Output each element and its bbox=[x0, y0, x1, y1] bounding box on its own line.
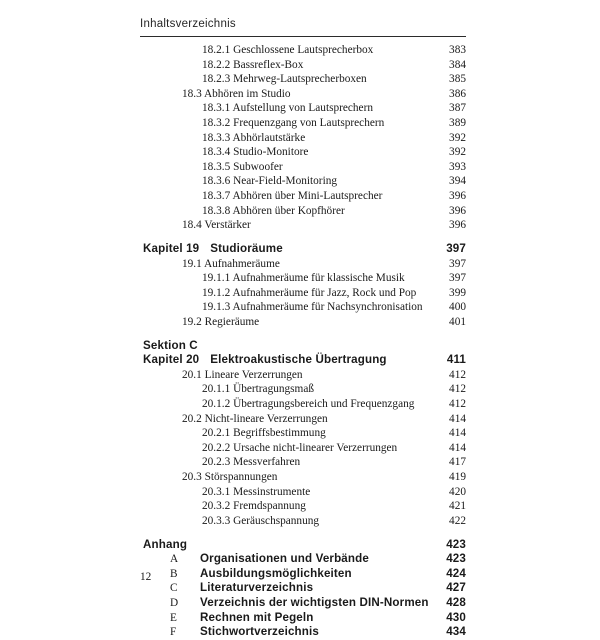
toc-entry-page-number: 385 bbox=[449, 73, 466, 86]
toc-entry-page-number: 392 bbox=[449, 146, 466, 159]
toc-entry-page-number: 383 bbox=[449, 44, 466, 56]
toc-entry-chapter-number: Kapitel 19 bbox=[143, 241, 200, 255]
toc-entry-label: 18.3.1 Aufstellung von Lautsprechern bbox=[202, 102, 373, 115]
toc-entry-page-number: 397 bbox=[449, 257, 466, 270]
toc-entry-letter: F bbox=[170, 626, 177, 639]
toc-entry-page-number: 414 bbox=[449, 412, 466, 425]
toc-entry-page-number: 424 bbox=[446, 566, 466, 580]
toc-entry[interactable] bbox=[0, 581, 600, 596]
toc-entry-label: 18.2.3 Mehrweg-Lautsprecherboxen bbox=[202, 73, 367, 86]
toc-entry-label: 20.3.1 Messinstrumente bbox=[202, 485, 311, 498]
toc-entry-label: Verzeichnis der wichtigsten DIN-Normen bbox=[200, 595, 429, 609]
toc-entry-label: 18.3.6 Near-Field-Monitoring bbox=[202, 175, 337, 188]
toc-entry-page-number: 397 bbox=[446, 241, 466, 255]
toc-entry-label: Rechnen mit Pegeln bbox=[200, 610, 314, 624]
toc-entry-chapter-number: Kapitel 20 bbox=[143, 353, 200, 367]
toc-entry[interactable] bbox=[0, 499, 600, 514]
toc-entry[interactable] bbox=[0, 242, 600, 257]
toc-entry-page-number: 386 bbox=[449, 87, 466, 100]
toc-entry-page-number: 387 bbox=[449, 102, 466, 115]
toc-entry-label: 19.1.1 Aufnahmeräume für klassische Musik bbox=[202, 272, 405, 285]
toc-entry-page-number: 384 bbox=[449, 58, 466, 71]
toc-entry[interactable] bbox=[0, 339, 600, 354]
toc-entry-page-number: 412 bbox=[449, 398, 466, 411]
toc-entry-page-number: 396 bbox=[449, 219, 466, 232]
toc-entry-page-number: 412 bbox=[449, 383, 466, 396]
toc-entry[interactable] bbox=[0, 271, 600, 286]
toc-entry[interactable] bbox=[0, 174, 600, 189]
toc-entry[interactable] bbox=[0, 567, 600, 582]
toc-entry[interactable] bbox=[0, 353, 600, 368]
toc-entry[interactable] bbox=[0, 315, 600, 330]
toc-entry-title: Elektroakustische Übertragung bbox=[210, 353, 387, 367]
toc-entry-label bbox=[143, 242, 283, 257]
toc-entry-page-number: 392 bbox=[449, 131, 466, 144]
toc-entry-page-number: 427 bbox=[446, 581, 466, 595]
toc-entry-page-number: 414 bbox=[449, 427, 466, 440]
toc-entry-page-number: 423 bbox=[446, 552, 466, 566]
toc-entry-label: 20.2 Nicht-lineare Verzerrungen bbox=[182, 412, 328, 425]
toc-entry-page-number: 412 bbox=[449, 368, 466, 381]
toc-entry-letter: D bbox=[170, 596, 179, 609]
toc-entry-page-number: 421 bbox=[449, 500, 466, 513]
toc-entry-label: 18.3.4 Studio-Monitore bbox=[202, 146, 309, 159]
running-header bbox=[140, 17, 466, 31]
running-header-title: Inhaltsverzeichnis bbox=[140, 18, 236, 30]
toc-entry[interactable] bbox=[0, 441, 600, 456]
toc-entry-label: 18.3.7 Abhören über Mini-Lautsprecher bbox=[202, 190, 383, 203]
toc-entry[interactable] bbox=[0, 160, 600, 175]
toc-entry-page-number: 399 bbox=[449, 286, 466, 299]
toc-entry[interactable] bbox=[0, 101, 600, 116]
toc-entry[interactable] bbox=[0, 625, 600, 640]
toc-entry-page-number: 417 bbox=[449, 456, 466, 469]
toc-entry[interactable] bbox=[0, 257, 600, 272]
toc-entry-label: 18.3.8 Abhören über Kopfhörer bbox=[202, 204, 345, 217]
toc-entry-letter: A bbox=[170, 553, 179, 566]
toc-entry-page-number: 428 bbox=[446, 595, 466, 609]
toc-entry[interactable] bbox=[0, 485, 600, 500]
toc-entry-letter: E bbox=[170, 611, 177, 624]
toc-entry-page-number: 422 bbox=[449, 514, 466, 527]
toc-entry[interactable] bbox=[0, 72, 600, 87]
toc-entry[interactable] bbox=[0, 382, 600, 397]
toc-entry-page-number: 389 bbox=[449, 117, 466, 130]
toc-entry-letter: B bbox=[170, 567, 178, 580]
toc-entry[interactable] bbox=[0, 204, 600, 219]
toc-entry-label: 18.2.2 Bassreflex-Box bbox=[202, 58, 304, 71]
toc-entry[interactable] bbox=[0, 43, 600, 58]
toc-entry-label: 19.1.3 Aufnahmeräume für Nachsynchronisation bbox=[202, 301, 423, 314]
toc-entry[interactable] bbox=[0, 455, 600, 470]
toc-entry-title: Studioräume bbox=[210, 241, 283, 255]
toc-entry-label: 20.2.1 Begriffsbestimmung bbox=[202, 427, 326, 440]
toc-entry[interactable] bbox=[0, 87, 600, 102]
toc-entry-label: 20.2.2 Ursache nicht-linearer Verzerrungen bbox=[202, 441, 398, 454]
toc-entry[interactable] bbox=[0, 514, 600, 529]
toc-entry-label: 20.2.3 Messverfahren bbox=[202, 456, 301, 469]
toc-entry-page-number: 394 bbox=[449, 175, 466, 188]
toc-entry-page-number: 430 bbox=[446, 610, 466, 624]
toc-entry-label: 20.3.2 Fremdspannung bbox=[202, 500, 306, 513]
toc-entry-label bbox=[143, 353, 387, 368]
toc-entry[interactable] bbox=[0, 611, 600, 626]
toc-entry[interactable] bbox=[0, 368, 600, 383]
toc-entry-label: Ausbildungsmöglichkeiten bbox=[200, 566, 352, 580]
toc-entry-label: 18.3.5 Subwoofer bbox=[202, 160, 283, 173]
toc-entry-label: 18.2.1 Geschlossene Lautsprecherbox bbox=[202, 44, 374, 56]
toc-entry-page-number: 411 bbox=[446, 353, 466, 367]
toc-entry-label: 19.1 Aufnahmeräume bbox=[182, 257, 280, 270]
toc-entry-label: 20.1 Lineare Verzerrungen bbox=[182, 368, 303, 381]
toc-entry-label: 20.3 Störspannungen bbox=[182, 471, 278, 484]
toc-entry-page-number: 434 bbox=[446, 625, 466, 639]
toc-entry-page-number: 419 bbox=[449, 471, 466, 484]
toc-entry[interactable] bbox=[0, 116, 600, 131]
toc-entry-page-number: 400 bbox=[449, 301, 466, 314]
toc-entry-label: 20.1.2 Übertragungsbereich und Frequenzgang bbox=[202, 398, 415, 411]
toc-entry-label: 19.1.2 Aufnahmeräume für Jazz, Rock und Pop bbox=[202, 286, 417, 299]
toc-entry-label: 18.3 Abhören im Studio bbox=[182, 87, 291, 100]
toc-entry-label: 18.3.3 Abhörlautstärke bbox=[202, 131, 306, 144]
toc-entry-label: 20.1.1 Übertragungsmaß bbox=[202, 383, 315, 396]
toc-entry[interactable] bbox=[0, 300, 600, 315]
toc-entry-label: 18.3.2 Frequenzgang von Lautsprechern bbox=[202, 117, 385, 130]
toc-entry-label: Literaturverzeichnis bbox=[200, 581, 314, 595]
toc-entry[interactable] bbox=[0, 412, 600, 427]
toc-entry-page-number: 396 bbox=[449, 190, 466, 203]
toc-entry-letter: C bbox=[170, 582, 178, 595]
toc-list bbox=[0, 43, 600, 640]
header-rule bbox=[140, 36, 466, 37]
toc-entry[interactable] bbox=[0, 397, 600, 412]
toc-entry-page-number: 401 bbox=[449, 315, 466, 328]
toc-entry-page-number: 420 bbox=[449, 485, 466, 498]
toc-entry-label: 19.2 Regieräume bbox=[182, 315, 260, 328]
toc-entry[interactable] bbox=[0, 145, 600, 160]
toc-entry[interactable] bbox=[0, 218, 600, 233]
toc-entry-page-number: 414 bbox=[449, 441, 466, 454]
toc-entry[interactable] bbox=[0, 58, 600, 73]
toc-entry-label: Stichwortverzeichnis bbox=[200, 625, 319, 639]
toc-entry-label: Organisationen und Verbände bbox=[200, 552, 369, 566]
toc-entry[interactable] bbox=[0, 538, 600, 553]
toc-entry[interactable] bbox=[0, 470, 600, 485]
toc-entry[interactable] bbox=[0, 131, 600, 146]
toc-entry-label: Anhang bbox=[143, 537, 188, 551]
toc-entry-page-number: 397 bbox=[449, 272, 466, 285]
toc-entry[interactable] bbox=[0, 286, 600, 301]
toc-entry[interactable] bbox=[0, 426, 600, 441]
toc-entry[interactable] bbox=[0, 596, 600, 611]
page-folio: 12 bbox=[140, 571, 152, 583]
toc-entry-label: Sektion C bbox=[143, 338, 198, 352]
toc-entry[interactable] bbox=[0, 189, 600, 204]
toc-entry-label: 18.4 Verstärker bbox=[182, 219, 251, 232]
toc-entry-page-number: 423 bbox=[446, 537, 466, 551]
toc-entry[interactable] bbox=[0, 552, 600, 567]
toc-entry-page-number: 396 bbox=[449, 204, 466, 217]
toc-entry-label: 20.3.3 Geräuschspannung bbox=[202, 514, 320, 527]
toc-entry-page-number: 393 bbox=[449, 160, 466, 173]
